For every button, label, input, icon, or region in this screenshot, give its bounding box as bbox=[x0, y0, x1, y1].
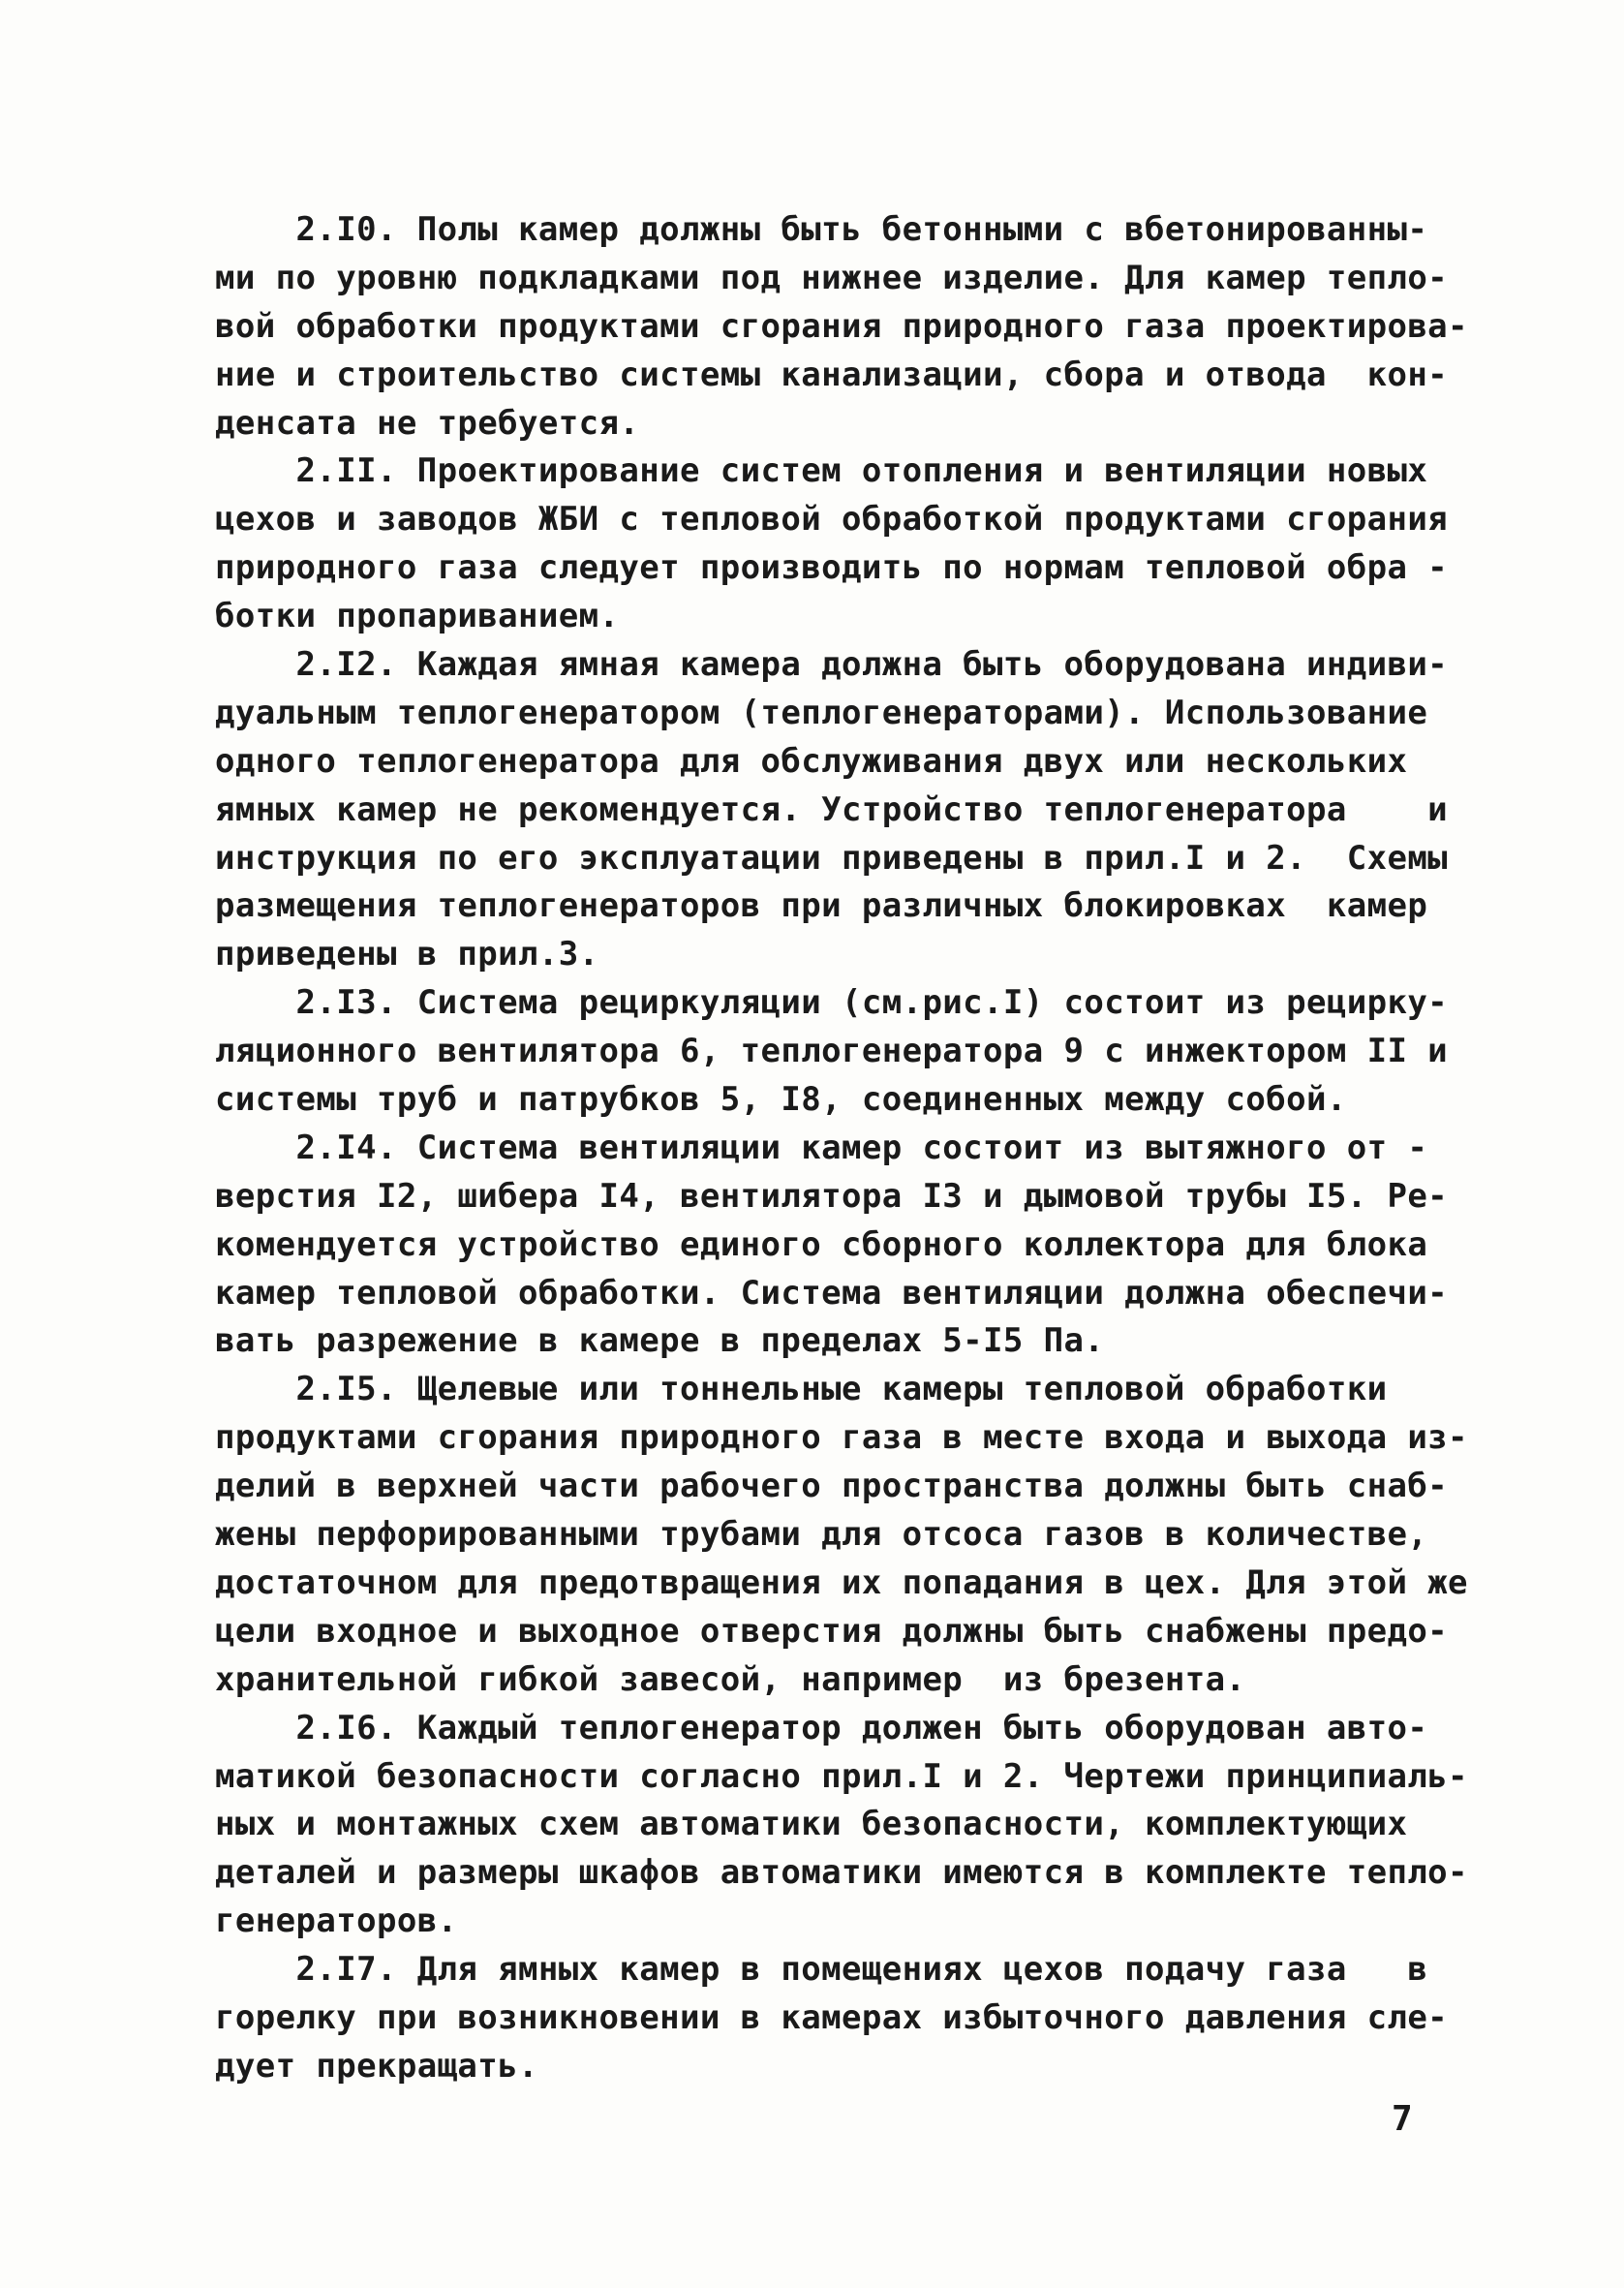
text-line: горелку при возникновении в камерах избыточного давления сле- bbox=[215, 1997, 1449, 2037]
text-line: ямных камер не рекомендуется. Устройство теплогенератора и bbox=[215, 789, 1449, 829]
text-line: приведены в прил.3. bbox=[215, 935, 599, 974]
text-line: верстия I2, шибера I4, вентилятора I3 и дымовой трубы I5. Ре- bbox=[215, 1176, 1449, 1216]
text-line: 2.I5. Щелевые или тоннельные камеры тепловой обработки bbox=[215, 1370, 1388, 1409]
text-line: 2.I2. Каждая ямная камера должна быть оборудована индиви- bbox=[215, 645, 1449, 685]
text-line: дует прекращать. bbox=[215, 2046, 538, 2086]
text-line: 2.I6. Каждый теплогенератор должен быть оборудован авто- bbox=[215, 1708, 1428, 1747]
text-line: 2.I7. Для ямных камер в помещениях цехов подачу газа в bbox=[215, 1950, 1428, 1990]
text-line: комендуется устройство единого сборного коллектора для блока bbox=[215, 1224, 1428, 1264]
text-line: денсата не требуется. bbox=[215, 403, 640, 443]
text-line: цехов и заводов ЖБИ с тепловой обработкой продуктами сгорания bbox=[215, 500, 1449, 540]
text-line: 2.II. Проектирование систем отопления и вентиляции новых bbox=[215, 451, 1428, 491]
text-line: цели входное и выходное отверстия должны быть снабжены предо- bbox=[215, 1611, 1449, 1651]
text-line: ние и строительство системы канализации, сбора и отвода кон- bbox=[215, 355, 1449, 394]
text-line: 2.I3. Система рециркуляции (см.рис.I) состоит из рециркy- bbox=[215, 983, 1449, 1023]
text-line: 2.I0. Полы камер должны быть бетонными с вбетонированны- bbox=[215, 210, 1428, 249]
text-line: ляционного вентилятора 6, теплогенератора 9 с инжектором II и bbox=[215, 1032, 1449, 1071]
body-text bbox=[215, 206, 1468, 2091]
text-line: камер тепловой обработки. Система вентиляции должна обеспечи- bbox=[215, 1273, 1449, 1313]
text-line: дуальным теплогенератором (теплогенераторами). Использование bbox=[215, 693, 1428, 732]
text-line: природного газа следует производить по нормам тепловой обра - bbox=[215, 548, 1449, 588]
text-line: ми по уровню подкладками под нижнее изделие. Для камер тепло- bbox=[215, 258, 1449, 297]
text-line: одного теплогенератора для обслуживания двух или нескольких bbox=[215, 741, 1408, 781]
text-line: системы труб и патрубков 5, I8, соединенных между собой. bbox=[215, 1080, 1347, 1120]
text-line: продуктами сгорания природного газа в месте входа и выхода из- bbox=[215, 1418, 1468, 1458]
text-line: ных и монтажных схем автоматики безопасности, комплектующих bbox=[215, 1805, 1408, 1844]
text-line: достаточном для предотвращения их попадания в цех. Для этой же bbox=[215, 1562, 1468, 1602]
text-line: деталей и размеры шкафов автоматики имеются в комплекте тепло- bbox=[215, 1853, 1468, 1893]
text-line: хранительной гибкой завесой, например из брезента. bbox=[215, 1659, 1246, 1699]
text-line: инструкция по его эксплуатации приведены в прил.I и 2. Схемы bbox=[215, 838, 1449, 878]
text-line: 2.I4. Система вентиляции камер состоит из вытяжного от - bbox=[215, 1128, 1428, 1167]
page-number: 7 bbox=[1392, 2099, 1413, 2139]
text-line: вой обработки продуктами сгорания природного газа проектирова- bbox=[215, 306, 1468, 346]
text-line: матикой безопасности согласно прил.I и 2. Чертежи принципиаль- bbox=[215, 1756, 1468, 1796]
text-line: делий в верхней части рабочего пространства должны быть снаб- bbox=[215, 1467, 1449, 1506]
text-line: генераторов. bbox=[215, 1902, 458, 1941]
text-line: ботки пропариванием. bbox=[215, 597, 620, 636]
text-line: вать разрежение в камере в пределах 5-I5 Па. bbox=[215, 1321, 1105, 1361]
text-line: жены перфорированными трубами для отсоса газов в количестве, bbox=[215, 1515, 1428, 1555]
text-line: размещения теплогенераторов при различных блокировках камер bbox=[215, 886, 1428, 926]
